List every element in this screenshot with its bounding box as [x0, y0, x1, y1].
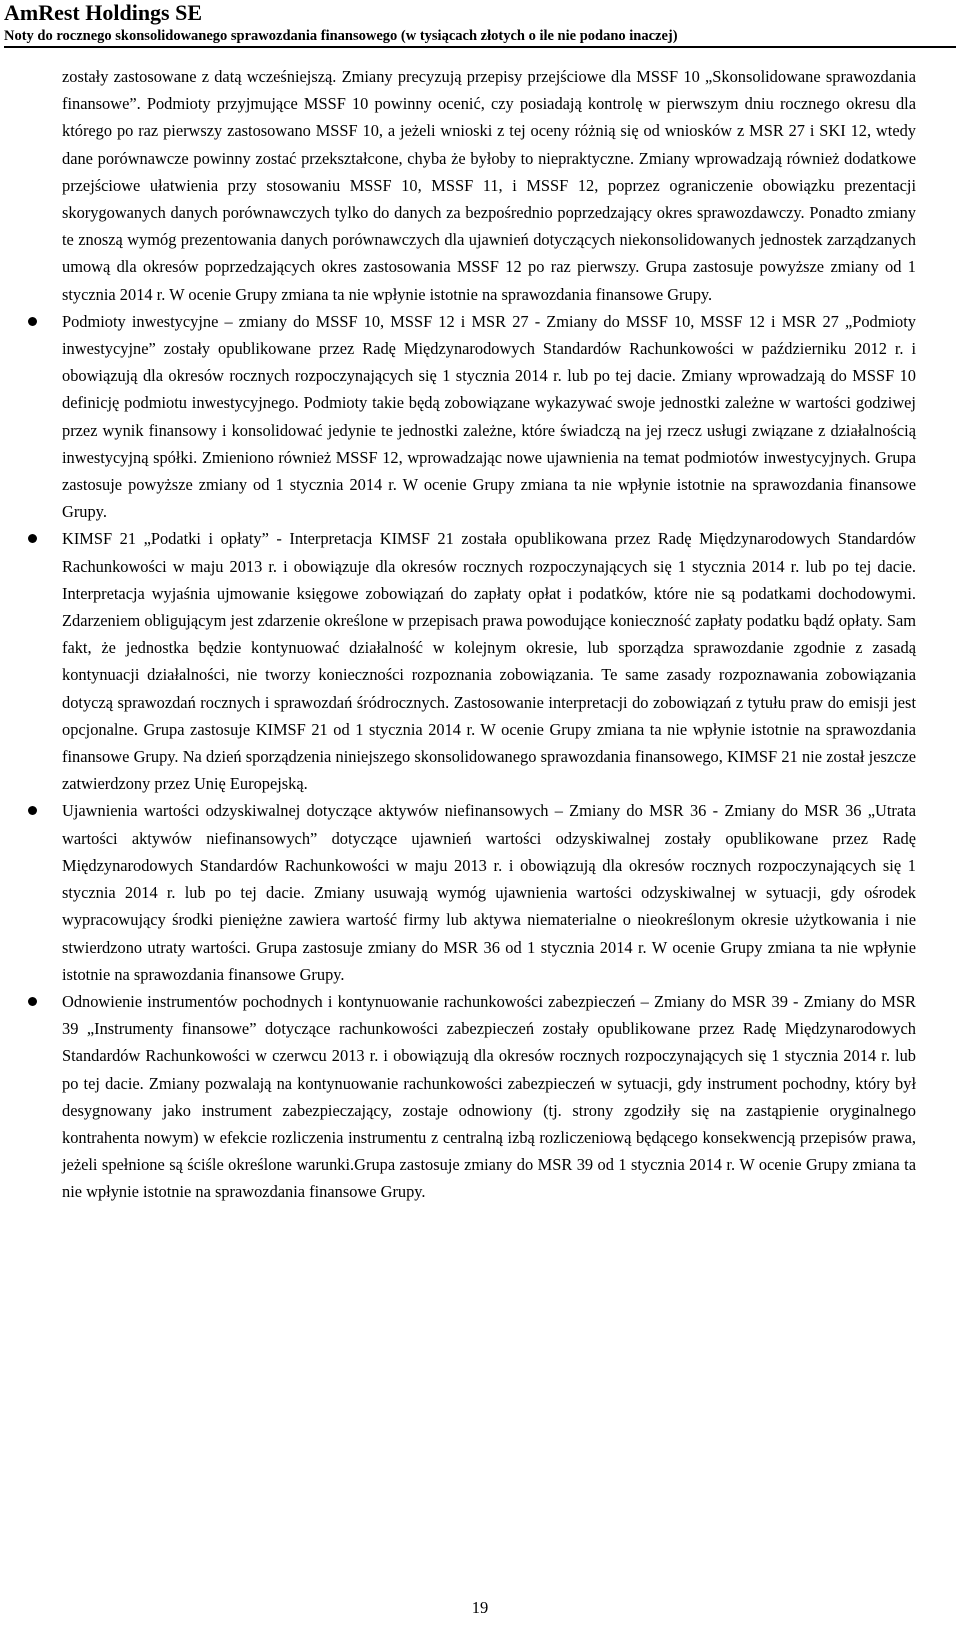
- list-item-text: Ujawnienia wartości odzyskiwalnej dotyczące aktywów niefinansowych – Zmiany do MSR 36 - Zmiany do MSR 36 „Utrata wartości aktywów niefinansowych” dotyczące ujawnień wartości odzyskiwalnej zostały opublikowane przez Radę Międzynarodowych Standardów Rachunkowości w maju 2013 r. i obowiązują dla okresów rocznych rozpoczynających się 1 stycznia 2014 r. lub po tej dacie. Zmiany usuwają wymóg ujawnienia wartości odzyskiwalnej w sytuacji, gdy ośrodek wypracowujący środki pieniężne zawiera wartość firmy lub aktywa niematerialne o nieokreślonym okresie użytkowania i nie stwierdzono utraty wartości. Grupa zastosuje zmiany do MSR 36 od 1 stycznia 2014 r. W ocenie Grupy zmiana ta nie wpłynie istotnie na sprawozdania finansowe Grupy.: [62, 801, 916, 984]
- page-number: 19: [471, 1598, 489, 1617]
- document-body: [62, 63, 916, 1206]
- list-item: [62, 308, 916, 526]
- bullet-list: [62, 308, 916, 1206]
- company-name: AmRest Holdings SE: [4, 0, 203, 25]
- bullet-icon: [28, 534, 37, 543]
- bullet-icon: [28, 997, 37, 1006]
- bullet-icon: [28, 806, 37, 815]
- list-item-text: Podmioty inwestycyjne – zmiany do MSSF 10, MSSF 12 i MSR 27 - Zmiany do MSSF 10, MSSF 12 i MSR 27 „Podmioty inwestycyjne” zostały opublikowane przez Radę Międzynarodowych Standardów Rachunkowości w październiku 2012 r. i obowiązują dla okresów rocznych rozpoczynających się 1 stycznia 2014 r. lub po tej dacie. Zmiany wprowadzają do MSSF 10 definicję podmiotu inwestycyjnego. Podmioty takie będą zobowiązane wykazywać swoje jednostki zależne w wartości godziwej przez wynik finansowy i konsolidować jedynie te jednostki zależne, które świadczą na jej rzecz usługi związane z działalnością inwestycyjną spółki. Zmieniono również MSSF 12, wprowadzając nowe ujawnienia na temat podmiotów inwestycyjnych. Grupa zastosuje powyższe zmiany od 1 stycznia 2014 r. W ocenie Grupy zmiana ta nie wpłynie istotnie na sprawozdania finansowe Grupy.: [62, 311, 916, 522]
- list-item-text: KIMSF 21 „Podatki i opłaty” - Interpretacja KIMSF 21 została opublikowana przez Radę Międzynarodowych Standardów Rachunkowości w maju 2013 r. i obowiązuje dla okresów rocznych rozpoczynających się 1 stycznia 2014 r. lub po tej dacie. Interpretacja wyjaśnia ujmowanie księgowe zobowiązań do zapłaty opłat i podatków, które nie są podatkami dochodowymi. Zdarzeniem obligującym jest zdarzenie określone w przepisach prawa powodujące konieczność zapłaty podatku bądź opłaty. Sam fakt, że jednostka będzie kontynuować działalność w kolejnym okresie, lub sporządza sprawozdanie zgodnie z zasadą kontynuacji działalności, nie tworzy konieczności rozpoznania zobowiązania. Te same zasady rozpoznawania zobowiązania dotyczą sprawozdań rocznych i sprawozdań śródrocznych. Zastosowanie interpretacji do zobowiązań z tytułu praw do emisji jest opcjonalne. Grupa zastosuje KIMSF 21 od 1 stycznia 2014 r. W ocenie Grupy zmiana ta nie wpłynie istotnie na sprawozdania finansowe Grupy. Na dzień sporządzenia niniejszego skonsolidowanego sprawozdania finansowego, KIMSF 21 nie został jeszcze zatwierdzony przez Unię Europejską.: [62, 529, 916, 794]
- list-item: [62, 797, 916, 987]
- list-item: [62, 525, 916, 797]
- list-item-text: Odnowienie instrumentów pochodnych i kontynuowanie rachunkowości zabezpieczeń – Zmiany do MSR 39 - Zmiany do MSR 39 „Instrumenty finansowe” dotyczące rachunkowości zabezpieczeń zostały opublikowane przez Radę Międzynarodowych Standardów Rachunkowości w czerwcu 2013 r. i obowiązują dla okresów rocznych rozpoczynających się 1 stycznia 2014 r. lub po tej dacie. Zmiany pozwalają na kontynuowanie rachunkowości zabezpieczeń w sytuacji, gdy instrument pochodny, który był desygnowany jako instrument zabezpieczający, zostaje odnowiony (tj. strony zgodziły się na zastąpienie oryginalnego kontrahenta nowym) w efekcie rozliczenia instrumentu z centralną izbą rozliczeniową będącego konsekwencją przepisów prawa, jeżeli spełnione są ściśle określone warunki.Grupa zastosuje zmiany do MSR 39 od 1 stycznia 2014 r. W ocenie Grupy zmiana ta nie wpłynie istotnie na sprawozdania finansowe Grupy.: [62, 991, 916, 1202]
- header-divider: [4, 46, 956, 48]
- bullet-icon: [28, 317, 37, 326]
- document-subtitle: Noty do rocznego skonsolidowanego sprawozdania finansowego (w tysiącach złotych o ile nie podano inaczej): [4, 28, 678, 44]
- list-item: [62, 988, 916, 1206]
- page-header: [4, 0, 956, 45]
- intro-paragraph: zostały zastosowane z datą wcześniejszą. Zmiany precyzują przepisy przejściowe dla MSSF 10 „Skonsolidowane sprawozdania finansowe”. Podmioty przyjmujące MSSF 10 powinny ocenić, czy posiadają kontrolę w pierwszym dniu rocznego okresu dla którego po raz pierwszy zastosowano MSSF 10, a jeżeli wnioski z tej oceny różnią się od wniosków z MSR 27 i SKI 12, wtedy dane porównawcze powinny zostać przekształcone, chyba że byłoby to niepraktyczne. Zmiany wprowadzają również dodatkowe przejściowe ułatwienia przy stosowaniu MSSF 10, MSSF 11, i MSSF 12, poprzez ograniczenie obowiązku prezentacji skorygowanych danych porównawczych tylko do danych za bezpośrednio poprzedzający okres sprawozdawczy. Ponadto zmiany te znoszą wymóg prezentowania danych porównawczych dla ujawnień dotyczących niekonsolidowanych jednostek zarządzanych umową dla okresów poprzedzających okres zastosowania MSSF 12 po raz pierwszy. Grupa zastosuje powyższe zmiany od 1 stycznia 2014 r. W ocenie Grupy zmiana ta nie wpłynie istotnie na sprawozdania finansowe Grupy.: [62, 67, 916, 304]
